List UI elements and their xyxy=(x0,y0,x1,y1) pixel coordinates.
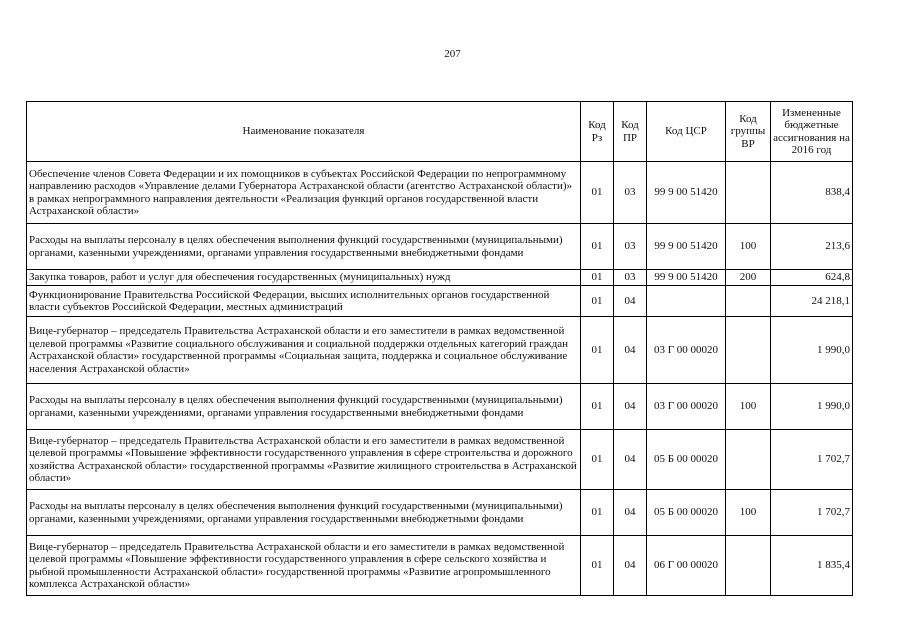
row-pr: 04 xyxy=(614,536,647,596)
row-vr: 100 xyxy=(726,224,771,270)
header-rz: Код Рз xyxy=(581,102,614,162)
row-vr xyxy=(726,536,771,596)
header-csr: Код ЦСР xyxy=(647,102,726,162)
row-vr: 200 xyxy=(726,270,771,286)
row-amount: 1 835,4 xyxy=(771,536,853,596)
row-amount: 213,6 xyxy=(771,224,853,270)
row-pr: 03 xyxy=(614,270,647,286)
header-amount: Измененные бюджетные ассигнования на 2016 год xyxy=(771,102,853,162)
page-number: 207 xyxy=(444,48,461,60)
row-csr: 06 Г 00 00020 xyxy=(647,536,726,596)
row-pr: 04 xyxy=(614,384,647,430)
row-amount: 1 990,0 xyxy=(771,384,853,430)
row-rz: 01 xyxy=(581,536,614,596)
row-rz: 01 xyxy=(581,162,614,224)
row-pr: 04 xyxy=(614,430,647,490)
row-pr: 04 xyxy=(614,286,647,317)
row-name: Вице-губернатор – председатель Правительства Астраханской области и его заместители в рамках ведомственной целевой программы «Повышение эффективности государственного управления в сфере сельского хозяйства и рыбной промышленности Астраханской области» государственной программы «Развитие агропромышленного комплекса Астраханской области» xyxy=(27,536,581,596)
row-vr xyxy=(726,162,771,224)
row-name: Вице-губернатор – председатель Правительства Астраханской области и его заместители в рамках ведомственной целевой программы «Повышение эффективности государственного управления в сфере строительства и дорожного хозяйства Астраханской области» государственной программы «Развитие жилищного строительства в Астраханской области» xyxy=(27,430,581,490)
row-amount: 1 990,0 xyxy=(771,317,853,384)
row-csr: 05 Б 00 00020 xyxy=(647,430,726,490)
table-row xyxy=(27,317,853,384)
budget-table xyxy=(26,101,853,596)
header-vr: Код группы ВР xyxy=(726,102,771,162)
row-rz: 01 xyxy=(581,430,614,490)
table-row xyxy=(27,430,853,490)
table-row xyxy=(27,536,853,596)
row-vr xyxy=(726,286,771,317)
row-vr xyxy=(726,430,771,490)
row-rz: 01 xyxy=(581,224,614,270)
row-name: Расходы на выплаты персоналу в целях обеспечения выполнения функций государственными (муниципальными) органами, казенными учреждениями, органами управления государственными внебюджетными фондами xyxy=(27,224,581,270)
table-row xyxy=(27,270,853,286)
table-row xyxy=(27,286,853,317)
row-rz: 01 xyxy=(581,270,614,286)
table-row xyxy=(27,162,853,224)
row-name: Функционирование Правительства Российской Федерации, высших исполнительных органов государственной власти субъектов Российской Федерации, местных администраций xyxy=(27,286,581,317)
row-name: Расходы на выплаты персоналу в целях обеспечения выполнения функций государственными (муниципальными) органами, казенными учреждениями, органами управления государственными внебюджетными фондами xyxy=(27,490,581,536)
row-rz: 01 xyxy=(581,384,614,430)
row-pr: 04 xyxy=(614,490,647,536)
row-vr: 100 xyxy=(726,490,771,536)
row-name: Расходы на выплаты персоналу в целях обеспечения выполнения функций государственными (муниципальными) органами, казенными учреждениями, органами управления государственными внебюджетными фондами xyxy=(27,384,581,430)
row-amount: 24 218,1 xyxy=(771,286,853,317)
header-name: Наименование показателя xyxy=(27,102,581,162)
row-name: Обеспечение членов Совета Федерации и их помощников в субъектах Российской Федерации по непрограммному направлению расходов «Управление делами Губернатора Астраханской области (агентство Астраханской области)» в рамках непрограммного направления деятельности «Реализация функций органов государственной власти Астраханской области» xyxy=(27,162,581,224)
row-amount: 624,8 xyxy=(771,270,853,286)
row-csr: 99 9 00 51420 xyxy=(647,162,726,224)
row-vr xyxy=(726,317,771,384)
row-amount: 1 702,7 xyxy=(771,490,853,536)
table-row xyxy=(27,490,853,536)
row-rz: 01 xyxy=(581,490,614,536)
row-csr: 99 9 00 51420 xyxy=(647,224,726,270)
row-vr: 100 xyxy=(726,384,771,430)
row-amount: 1 702,7 xyxy=(771,430,853,490)
row-csr xyxy=(647,286,726,317)
row-amount: 838,4 xyxy=(771,162,853,224)
row-pr: 03 xyxy=(614,162,647,224)
header-pr: Код ПР xyxy=(614,102,647,162)
row-name: Вице-губернатор – председатель Правительства Астраханской области и его заместители в рамках ведомственной целевой программы «Развитие социального обслуживания и социальной поддержки отдельных категорий граждан Астраханской области» государственной программы «Социальная защита, поддержка и социальное обслуживание населения Астраханской области» xyxy=(27,317,581,384)
row-csr: 99 9 00 51420 xyxy=(647,270,726,286)
row-name: Закупка товаров, работ и услуг для обеспечения государственных (муниципальных) нужд xyxy=(27,270,581,286)
row-rz: 01 xyxy=(581,317,614,384)
table-row xyxy=(27,384,853,430)
table-row xyxy=(27,224,853,270)
row-csr: 03 Г 00 00020 xyxy=(647,384,726,430)
row-csr: 03 Г 00 00020 xyxy=(647,317,726,384)
row-pr: 03 xyxy=(614,224,647,270)
row-rz: 01 xyxy=(581,286,614,317)
row-pr: 04 xyxy=(614,317,647,384)
row-csr: 05 Б 00 00020 xyxy=(647,490,726,536)
header-row xyxy=(27,102,853,162)
